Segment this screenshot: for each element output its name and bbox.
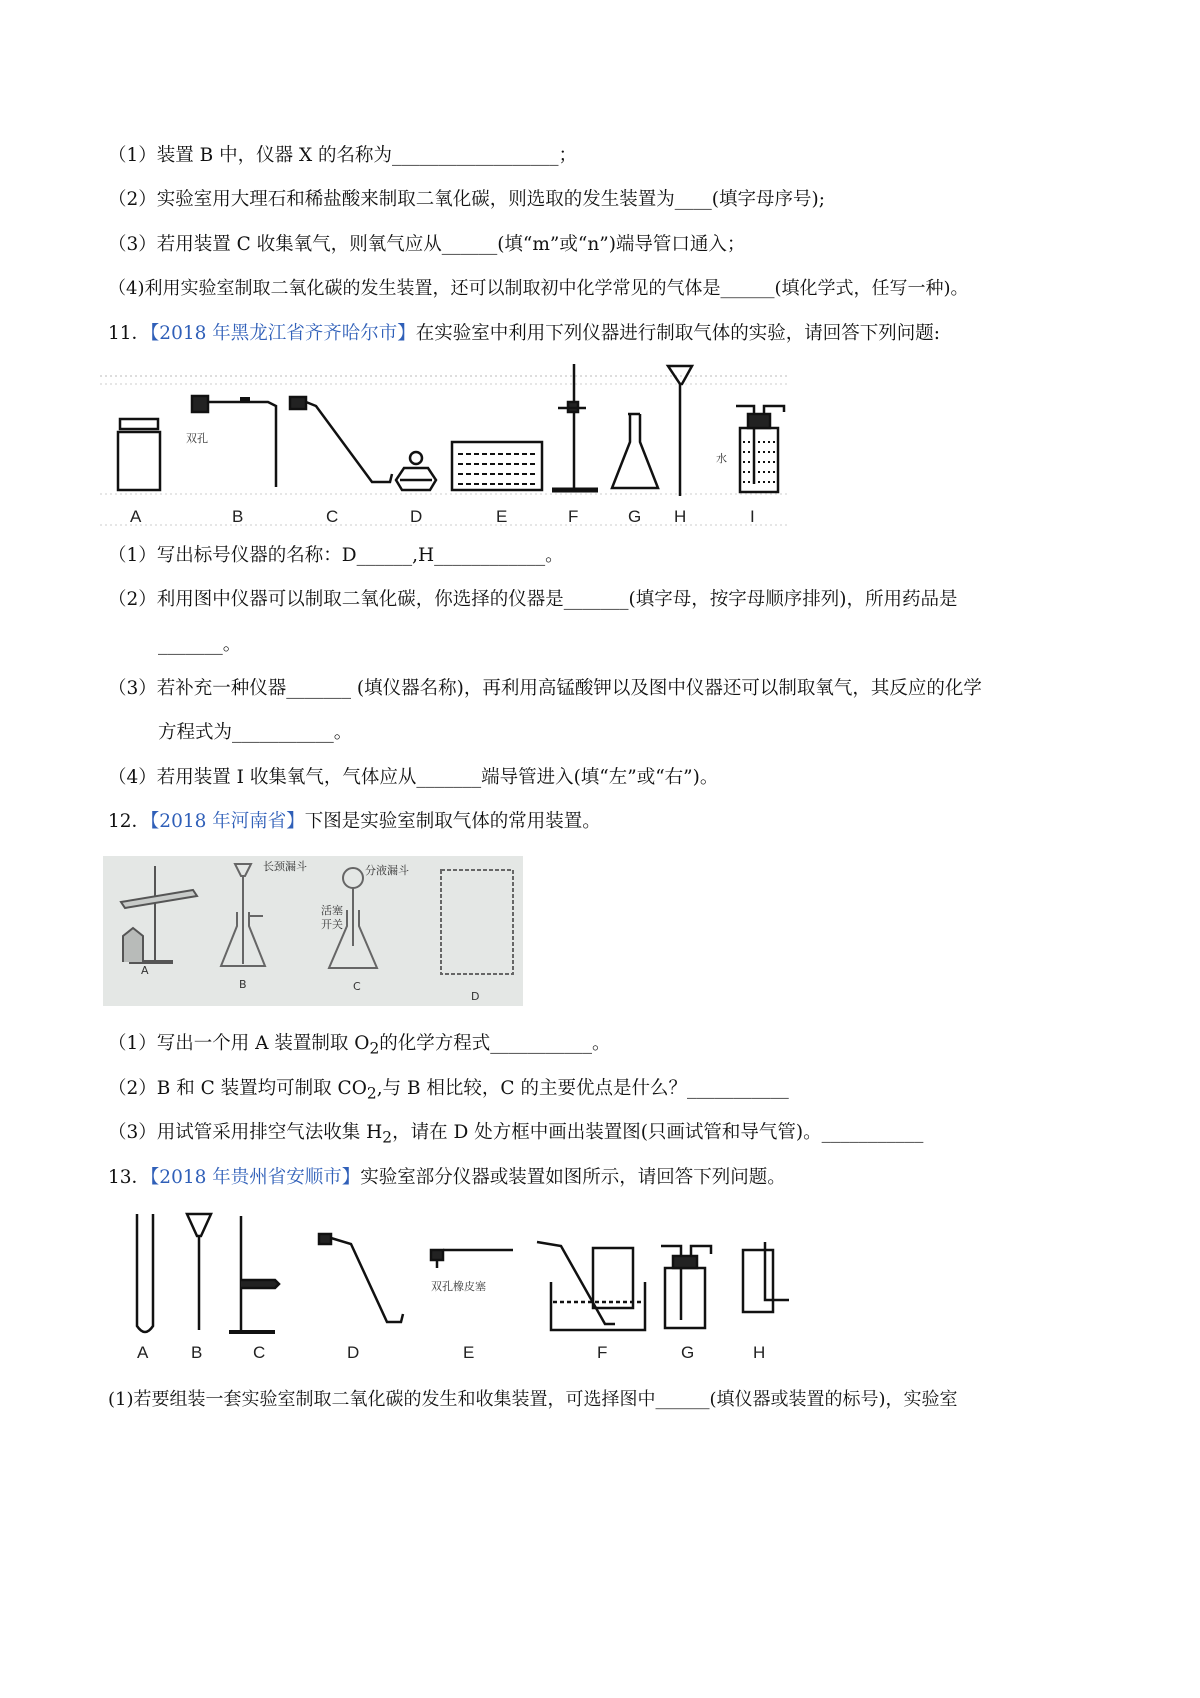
- q13-fig-label: D: [347, 1343, 360, 1362]
- q11-stem: [108, 321, 940, 347]
- q11-fig-label: D: [410, 507, 423, 526]
- q11-apparatus-a: [118, 419, 160, 490]
- q10-line-2: （2）实验室用大理石和稀盐酸来制取二氧化碳，则选取的发生装置为____(填字母序号);: [108, 189, 825, 210]
- q12-stem-text: 下图是实验室制取气体的常用装置。: [304, 811, 601, 832]
- q11-fig-label: E: [496, 507, 508, 526]
- q13-apparatus-e: [431, 1250, 513, 1268]
- q12-fig-label: D: [471, 990, 480, 1003]
- q11-line-3b: 方程式为___________。: [158, 722, 353, 743]
- q13-stem-text: 实验室部分仪器或装置如图所示，请回答下列问题。: [360, 1167, 786, 1188]
- q11-source: 【2018 年黑龙江省齐齐哈尔市】: [150, 323, 416, 344]
- q13-fig-label: F: [597, 1343, 608, 1362]
- q11-line-4: （4）若用装置 I 收集氧气，气体应从_______端导管进入(填“左”或“右”)。: [108, 767, 719, 788]
- q12-fig-label: C: [353, 980, 361, 993]
- q12-label-c3-text: 开关: [321, 918, 343, 931]
- q13-fig-label: E: [463, 1343, 475, 1362]
- q11-apparatus-i: [736, 406, 784, 492]
- q11-line-2a: （2）利用图中仪器可以制取二氧化碳，你选择的仪器是_______(填字母，按字母顺序排列)，所用药品是: [108, 589, 958, 610]
- q11-fig-label: B: [232, 507, 244, 526]
- q11-line-1: （1）写出标号仪器的名称：D______,H____________。: [108, 545, 564, 566]
- q11-apparatus-e: [452, 442, 542, 490]
- q13-stem: [108, 1165, 786, 1191]
- q11-figure: [100, 362, 800, 534]
- q10-line-3: （3）若用装置 C 收集氧气，则氧气应从______(填“m”或“n”)端导管口通入；: [108, 234, 746, 255]
- q10-line-1: （1）装置 B 中，仪器 X 的名称为__________________；: [108, 145, 578, 166]
- q12-line-2: （2）B 和 C 装置均可制取 $CO_2$,与 B 相比较，C 的主要优点是什么？___________: [108, 1078, 789, 1103]
- q13-number: 13．: [108, 1167, 151, 1188]
- q13-apparatus-c: [229, 1216, 279, 1332]
- q13-apparatus-a: [137, 1214, 153, 1332]
- q11-line-3a: （3）若补充一种仪器_______ (填仪器名称)，再利用高锰酸钾以及图中仪器还可以制取氧气，其反应的化学: [108, 678, 982, 699]
- q11-apparatus-f: [552, 364, 598, 490]
- q11-label-i-text: 水: [716, 452, 727, 465]
- q10-line-4: （4)利用实验室制取二氧化碳的发生装置，还可以制取初中化学常见的气体是______(填化学式，任写一种)。: [108, 278, 969, 299]
- q11-apparatus-g: [612, 414, 658, 488]
- q11-apparatus-d: [396, 452, 436, 490]
- q13-fig-label: C: [253, 1343, 266, 1362]
- q13-fig-label: B: [191, 1343, 203, 1362]
- q12-source: 【2018 年河南省】: [150, 811, 305, 832]
- q13-source: 【2018 年贵州省安顺市】: [150, 1167, 361, 1188]
- q12-label-c2-text: 活塞: [321, 904, 343, 917]
- q12-line-3: （3）用试管采用排空气法收集 $H_2$，请在 D 处方框中画出装置图(只画试管和导气管)。___________: [108, 1122, 924, 1147]
- q13-fig-label: A: [137, 1343, 149, 1362]
- q11-apparatus-c: [290, 397, 392, 482]
- q12-stem: [108, 809, 601, 835]
- q11-fig-label: G: [628, 507, 642, 526]
- q11-stem-text: 在实验室中利用下列仪器进行制取气体的实验，请回答下列问题:: [415, 323, 941, 344]
- q11-apparatus-h: [668, 366, 692, 496]
- q13-figure: [125, 1210, 805, 1362]
- q13-fig-label: H: [753, 1343, 766, 1362]
- q13-label-e-text: 双孔橡皮塞: [431, 1280, 486, 1293]
- q13-apparatus-b: [187, 1214, 211, 1330]
- q11-label-b-text: 双孔: [186, 432, 208, 445]
- q13-fig-label: G: [681, 1343, 695, 1362]
- q12-label-c-text: 分液漏斗: [365, 864, 409, 877]
- q11-number: 11．: [108, 323, 151, 344]
- q11-fig-label: F: [568, 507, 579, 526]
- q12-figure: [103, 856, 523, 1006]
- q13-line-1: (1)若要组装一套实验室制取二氧化碳的发生和收集装置，可选择图中______(填仪器或装置的标号)，实验室: [108, 1389, 958, 1410]
- q12-fig-label: A: [141, 964, 149, 977]
- q11-line-2b: _______。: [158, 634, 242, 655]
- q13-apparatus-f: [537, 1242, 645, 1330]
- q13-apparatus-h: [743, 1242, 789, 1312]
- q13-apparatus-g: [661, 1246, 711, 1328]
- q12-label-b-text: 长颈漏斗: [263, 860, 307, 873]
- q11-fig-label: I: [750, 507, 755, 526]
- q11-fig-label: H: [674, 507, 687, 526]
- q12-number: 12．: [108, 811, 151, 832]
- q11-fig-label: A: [130, 507, 142, 526]
- q12-line-1: （1）写出一个用 A 装置制取 $O_2$的化学方程式___________。: [108, 1033, 611, 1058]
- q11-fig-label: C: [326, 507, 339, 526]
- q13-apparatus-d: [319, 1234, 403, 1322]
- q12-fig-label: B: [239, 978, 247, 991]
